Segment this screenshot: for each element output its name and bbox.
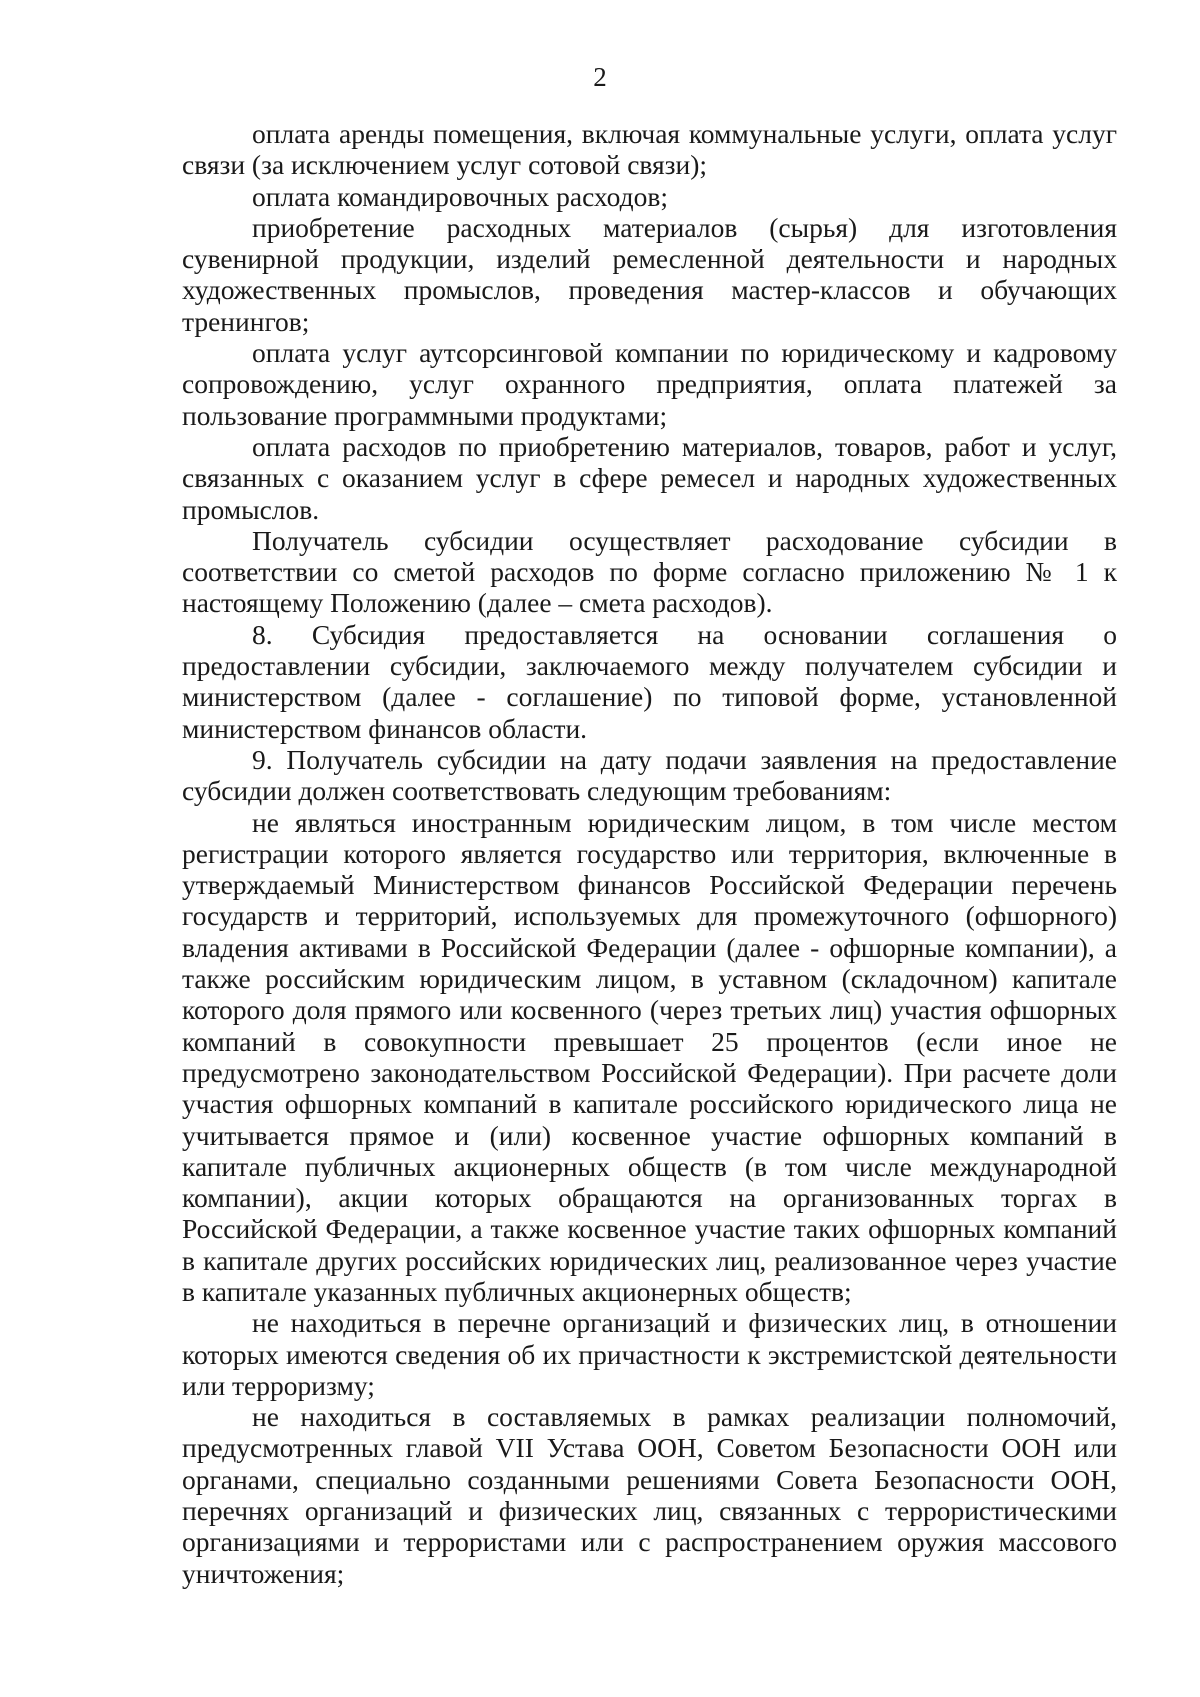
paragraph-un-sanctions-list: не находиться в составляемых в рамках реализации полномочий, предусмотренных главой VII Устава ООН, Советом Безопасности ООН или органами, специально созданными решениями Совета Безопасности ООН, перечнях организаций и физических лиц, связанных с террористическими организациями и террористами или с распространением оружия массового уничтожения;	[182, 1401, 1117, 1589]
paragraph-materials-purchase: приобретение расходных материалов (сырья) для изготовления сувенирной продукции, изделий ремесленной деятельности и народных художественных промыслов, проведения мастер-классов и обучающих тренингов;	[182, 211, 1117, 337]
paragraph-outsourcing-services: оплата услуг аутсорсинговой компании по юридическому и кадровому сопровождению, услуг охранного предприятия, оплата платежей за пользование программными продуктами;	[182, 337, 1117, 431]
page-number: 2	[593, 62, 607, 92]
paragraph-crafts-expenses: оплата расходов по приобретению материалов, товаров, работ и услуг, связанных с оказанием услуг в сфере ремесел и народных художественных промыслов.	[182, 430, 1117, 525]
paragraph-offshore-requirement: не являться иностранным юридическим лицом, в том числе местом регистрации которого является государство или территория, включенные в утверждаемый Министерством финансов Российской Федерации перечень государств и территорий, используемых для промежуточного (офшорного) владения активами в Российской Федерации (далее - офшорные компании), а также российским юридическим лицом, в уставном (складочном) капитале которого доля прямого или косвенного (через третьих лиц) участия офшорных компаний в совокупности превышает 25 процентов (если иное не предусмотрено законодательством Российской Федерации). При расчете доли участия офшорных компаний в капитале российского юридического лица не учитывается прямое и (или) косвенное участие офшорных компаний в капитале публичных акционерных обществ (в том числе международной компании), акции которых обращаются на организованных торгах в Российской Федерации, а также косвенное участие таких офшорных компаний в капитале других российских юридических лиц, реализованное через участие в капитале указанных публичных акционерных обществ;	[182, 806, 1117, 1307]
paragraph-extremism-list: не находиться в перечне организаций и физических лиц, в отношении которых имеются сведения об их причастности к экстремистской деятельности или терроризму;	[182, 1307, 1117, 1401]
paragraph-expense-estimate: Получатель субсидии осуществляет расходование субсидии в соответствии со сметой расходов по форме согласно приложению № 1 к настоящему Положению (далее – смета расходов).	[182, 524, 1117, 619]
paragraph-item-8-agreement: 8. Субсидия предоставляется на основании соглашения о предоставлении субсидии, заключаемого между получателем субсидии и министерством (далее - соглашение) по типовой форме, установленной министерством финансов области.	[182, 618, 1117, 744]
paragraph-travel-expenses: оплата командировочных расходов;	[252, 180, 668, 212]
paragraph-item-9-requirements: 9. Получатель субсидии на дату подачи заявления на предоставление субсидии должен соответствовать следующим требованиям:	[182, 743, 1117, 807]
document-body	[182, 118, 1117, 1589]
paragraph-rent-payment: оплата аренды помещения, включая коммунальные услуги, оплата услуг связи (за исключением услуг сотовой связи);	[182, 118, 1117, 181]
